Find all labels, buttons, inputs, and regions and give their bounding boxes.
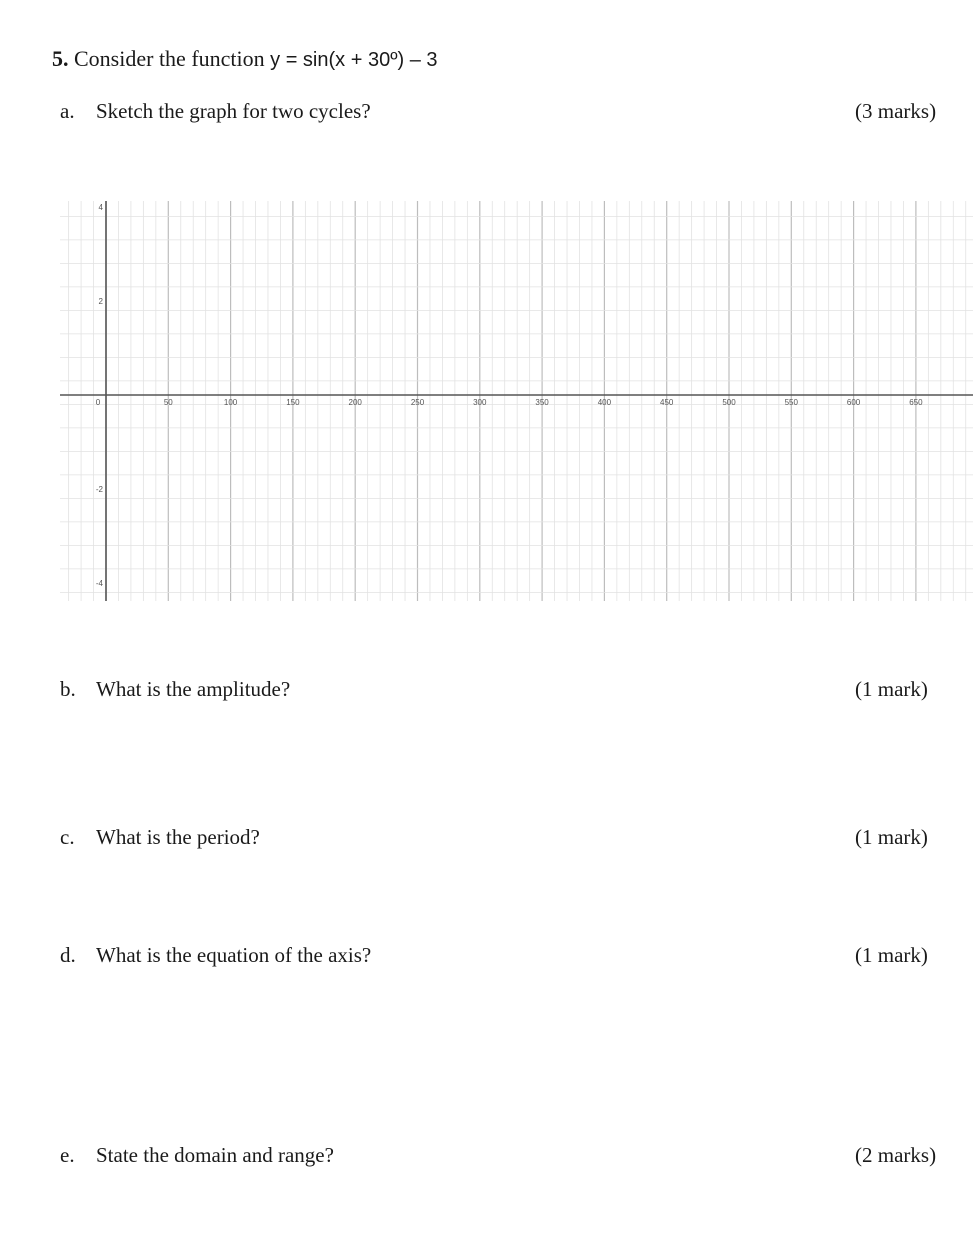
part-d-prompt: What is the equation of the axis? — [96, 943, 372, 967]
part-c-letter: c. — [60, 825, 75, 849]
question-number: 5. — [52, 46, 69, 71]
x-tick-label: 500 — [722, 398, 736, 407]
part-e-letter: e. — [60, 1143, 75, 1167]
question-title — [52, 46, 438, 72]
part-e — [60, 1143, 334, 1168]
part-c — [60, 825, 260, 850]
y-tick-label: -2 — [95, 485, 103, 494]
part-e-prompt: State the domain and range? — [96, 1143, 334, 1167]
part-a — [60, 99, 371, 124]
graph-grid[interactable] — [0, 195, 973, 607]
x-tick-label: 50 — [163, 398, 173, 407]
y-tick-label: -4 — [95, 579, 103, 588]
x-tick-label: 150 — [286, 398, 300, 407]
part-b-letter: b. — [60, 677, 76, 701]
x-tick-label: 100 — [223, 398, 238, 407]
y-tick-label: 4 — [98, 203, 103, 212]
part-e-marks: (2 marks) — [855, 1143, 937, 1167]
x-tick-label: 250 — [410, 398, 425, 407]
x-tick-label: 450 — [660, 398, 674, 407]
x-tick-label: 550 — [784, 398, 798, 407]
part-b-marks: (1 mark) — [855, 677, 928, 701]
part-d-letter: d. — [60, 943, 76, 967]
part-c-marks: (1 mark) — [855, 825, 928, 849]
x-tick-label: 350 — [535, 398, 549, 407]
part-a-marks: (3 marks) — [855, 99, 937, 123]
part-d-marks: (1 mark) — [855, 943, 928, 967]
x-tick-label: 300 — [473, 398, 487, 407]
x-tick-label: 600 — [846, 398, 861, 407]
question-intro: Consider the function — [74, 46, 265, 71]
part-d — [60, 943, 371, 968]
x-tick-label: 400 — [597, 398, 612, 407]
part-a-prompt: Sketch the graph for two cycles? — [96, 99, 371, 123]
part-b — [60, 677, 290, 702]
x-tick-label: 200 — [348, 398, 362, 407]
part-b-prompt: What is the amplitude? — [96, 677, 291, 701]
part-a-letter: a. — [60, 99, 75, 123]
x-tick-label: 0 — [95, 398, 101, 407]
graph-svg[interactable] — [0, 195, 973, 607]
part-c-prompt: What is the period? — [96, 825, 260, 849]
x-tick-label: 650 — [909, 398, 923, 407]
function-expression: y = sin(x + 30º) – 3 — [270, 49, 438, 71]
y-tick-label: 2 — [98, 297, 103, 306]
